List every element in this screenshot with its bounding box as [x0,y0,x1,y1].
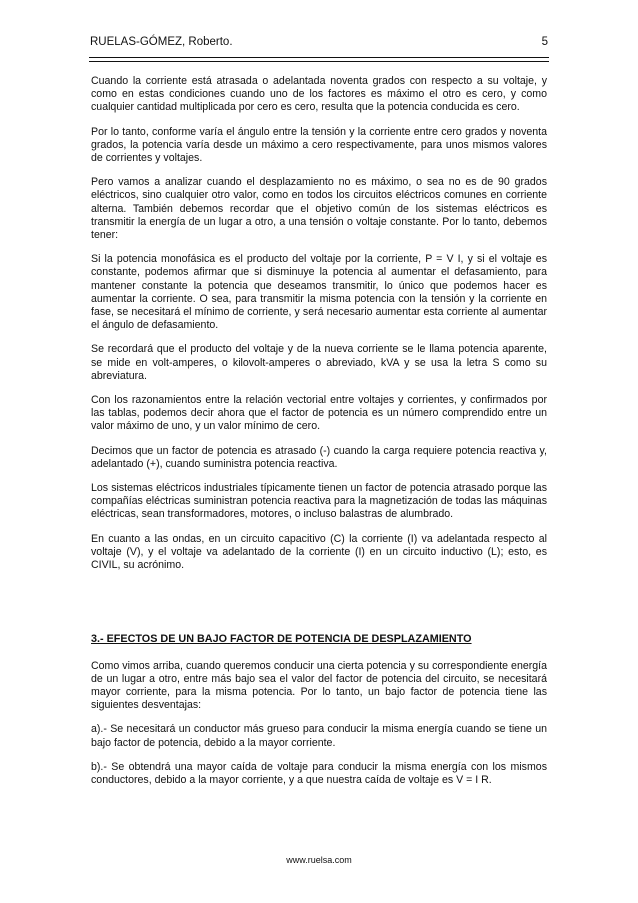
header-author: RUELAS-GÓMEZ, Roberto. [90,36,233,48]
header-rule-top [89,57,549,58]
document-body [91,75,547,798]
header-rule-bottom [89,61,549,62]
body-paragraph: En cuanto a las ondas, en un circuito capacitivo (C) la corriente (I) va adelantada respecto al voltaje (V), y el voltaje va adelantado de la corriente (I) en un circuito inductivo (L); esto, es CIVIL, su acrónimo. [91,532,547,572]
body-paragraph: Si la potencia monofásica es el producto del voltaje por la corriente, P = V I, y si el voltaje es constante, podemos afirmar que si disminuye la potencia al aumentar el defasamiento, para mantener constante la potencia que deseamos transmitir, lo único que podemos hacer es aumentar la corriente. O sea, para transmitir la misma potencia con la tensión y la corriente en fase, se necesitará el mínimo de corriente, y será necesario aumentar esta corriente al aumentar el ángulo de defasamiento. [91,253,547,332]
list-item-paragraph: b).- Se obtendrá una mayor caída de voltaje para conducir la misma energía con los mismos conductores, debido a la mayor corriente, y a que nuestra caída de voltaje es V = I R. [91,760,547,786]
footer-url: www.ruelsa.com [286,855,352,865]
body-paragraph: Se recordará que el producto del voltaje y de la nueva corriente se le llama potencia aparente, se mide en volt-amperes, o kilovolt-amperes o abreviado, kVA y se usa la letra S como su abreviatura. [91,343,547,382]
body-paragraph: Cuando la corriente está atrasada o adelantada noventa grados con respecto a su voltaje, y como en estas condiciones cuando uno de los factores es máximo el otro es cero, y como cualquier cantidad multiplicada por cero es cero, resulta que la potencia conducida es cero. [91,75,547,114]
body-paragraph: Como vimos arriba, cuando queremos conducir una cierta potencia y su correspondiente energía de un lugar a otro, entre más bajo sea el valor del factor de potencia del circuito, se necesitará mayor corriente, para la misma potencia. Por lo tanto, un bajo factor de potencia tiene las siguientes desventajas: [91,659,547,712]
page-header [90,36,548,52]
page-number: 5 [541,36,548,48]
body-paragraph: Los sistemas eléctricos industriales típicamente tienen un factor de potencia atrasado porque las compañías eléctricas suministran potencia reactiva para la magnetización de todas las máquinas eléctricas, sean transformadores, motores, o incluso balastras de alumbrado. [91,482,547,521]
body-paragraph: Decimos que un factor de potencia es atrasado (-) cuando la carga requiere potencia reactiva y, adelantado (+), cuando suministra potencia reactiva. [91,444,547,470]
list-item-paragraph: a).- Se necesitará un conductor más grueso para conducir la misma energía cuando se tiene un bajo factor de potencia, debido a la mayor corriente. [91,723,547,749]
section-spacer [91,583,547,633]
body-paragraph: Pero vamos a analizar cuando el desplazamiento no es máximo, o sea no es de 90 grados eléctricos, sino cualquier otro valor, como en todos los circuitos eléctricos comunes en corriente alterna. También debemos recordar que el objetivo común de los sistemas eléctricos es transmitir la energía de un lugar a otro, a una tensión o voltaje constante. Por lo tanto, debemos tener: [91,176,547,242]
body-paragraph: Por lo tanto, conforme varía el ángulo entre la tensión y la corriente entre cero grados y noventa grados, la potencia varía desde un máximo a cero respectivamente, para unos mismos valores de corrientes y voltajes. [91,125,547,165]
section-heading: 3.- EFECTOS DE UN BAJO FACTOR DE POTENCIA DE DESPLAZAMIENTO [91,633,472,646]
body-paragraph: Con los razonamientos entre la relación vectorial entre voltajes y corrientes, y confirmados por las tablas, podemos decir ahora que el factor de potencia es un número comprendido entre un valor máximo de uno, y un valor mínimo de cero. [91,394,547,433]
